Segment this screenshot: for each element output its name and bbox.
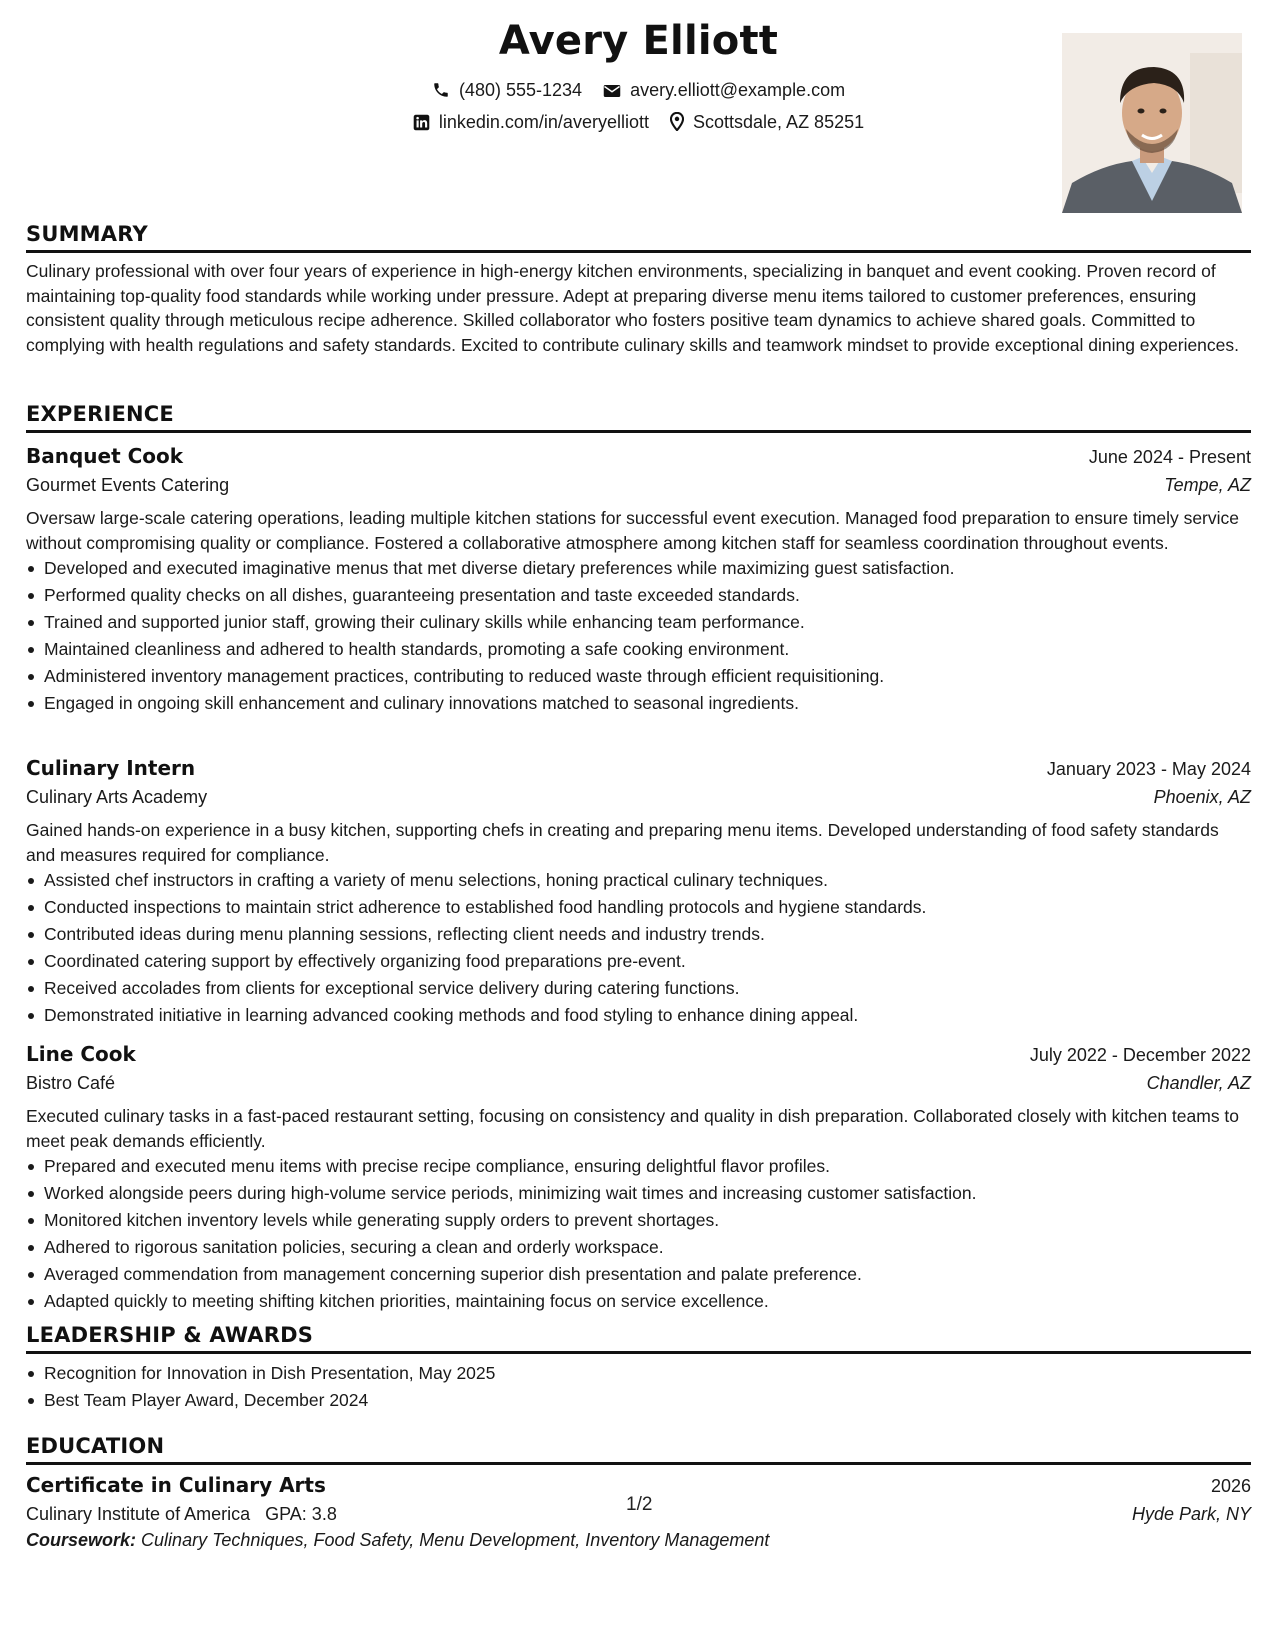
coursework-line (26, 1530, 1251, 1551)
list-item: Best Team Player Award, December 2024 (44, 1387, 1251, 1414)
awards-list (26, 1360, 1251, 1414)
list-item: Trained and supported junior staff, growing their culinary skills while enhancing team performance. (44, 609, 1251, 636)
job-bullets (26, 867, 1251, 1029)
education-section (26, 1434, 1251, 1551)
list-item: Conducted inspections to maintain strict adherence to established food handling protocols and hygiene standards. (44, 894, 1251, 921)
email-text: avery.elliott@example.com (630, 80, 846, 100)
job-location: Tempe, AZ (1164, 475, 1251, 495)
experience-section (26, 402, 1251, 433)
list-item: Worked alongside peers during high-volume service periods, minimizing wait times and increasing customer satisfaction. (44, 1180, 1251, 1207)
phone-text: (480) 555-1234 (458, 80, 583, 100)
job-title: Banquet Cook (26, 444, 184, 468)
phone-icon (432, 80, 459, 100)
job-entry (26, 444, 1251, 717)
job-bullets (26, 555, 1251, 717)
degree-title: Certificate in Culinary Arts (26, 1473, 326, 1497)
section-title-experience: EXPERIENCE (26, 402, 1251, 433)
location-text: Scottsdale, AZ 85251 (693, 112, 865, 132)
list-item: Contributed ideas during menu planning sessions, reflecting client needs and industry trends. (44, 921, 1251, 948)
list-item: Developed and executed imaginative menus that met diverse dietary preferences while maximizing guest satisfaction. (44, 555, 1251, 582)
envelope-icon (603, 80, 630, 100)
candidate-name: Avery Elliott (498, 18, 779, 64)
gpa: GPA: 3.8 (265, 1504, 337, 1524)
contact-location (670, 112, 864, 133)
list-item: Coordinated catering support by effectively organizing food preparations pre-event. (44, 948, 1251, 975)
list-item: Maintained cleanliness and adhered to health standards, promoting a safe cooking environment. (44, 636, 1251, 663)
job-company: Culinary Arts Academy (26, 787, 208, 807)
map-pin-icon (670, 112, 693, 132)
job-dates: January 2023 - May 2024 (1046, 759, 1251, 779)
list-item: Averaged commendation from management concerning superior dish presentation and palate preference. (44, 1261, 1251, 1288)
profile-photo (1062, 33, 1242, 213)
list-item: Prepared and executed menu items with precise recipe compliance, ensuring delightful flavor profiles. (44, 1153, 1251, 1180)
job-dates: June 2024 - Present (1088, 447, 1251, 467)
job-dates: July 2022 - December 2022 (1029, 1045, 1251, 1065)
job-description: Gained hands-on experience in a busy kitchen, supporting chefs in creating and preparing menu items. Developed understanding of food safety standards and measures required for compliance. (26, 820, 1219, 865)
job-bullets (26, 1153, 1251, 1315)
contact-phone[interactable] (432, 80, 582, 101)
list-item: Performed quality checks on all dishes, guaranteeing presentation and taste exceeded standards. (44, 582, 1251, 609)
list-item: Adapted quickly to meeting shifting kitchen priorities, maintaining focus on service excellence. (44, 1288, 1251, 1315)
resume-header (26, 0, 1251, 224)
page-number: 1/2 (626, 1494, 653, 1515)
summary-text: Culinary professional with over four years of experience in high-energy kitchen environments, specializing in banquet and event cooking. Proven record of maintaining top-quality food standards while working under pressure. Adept at preparing diverse menu items tailored to customer preferences, ensuring consistent quality through meticulous recipe adherence. Skilled collaborator who fosters positive team dynamics to achieve shared goals. Committed to complying with health regulations and safety standards. Excited to contribute culinary skills and teamwork mindset to provide exceptional dining experiences. (26, 261, 1240, 355)
coursework-label: Coursework: (26, 1530, 137, 1550)
linkedin-icon (413, 112, 439, 132)
school-name: Culinary Institute of America (26, 1504, 251, 1524)
list-item: Adhered to rigorous sanitation policies, securing a clean and orderly workspace. (44, 1234, 1251, 1261)
coursework-text: Culinary Techniques, Food Safety, Menu Development, Inventory Management (141, 1530, 770, 1550)
list-item: Recognition for Innovation in Dish Presentation, May 2025 (44, 1360, 1251, 1387)
job-entry (26, 756, 1251, 1029)
section-title-education: EDUCATION (26, 1434, 1251, 1465)
list-item: Administered inventory management practices, contributing to reduced waste through efficient requisitioning. (44, 663, 1251, 690)
section-title-awards: LEADERSHIP & AWARDS (26, 1323, 1251, 1354)
job-title: Culinary Intern (26, 756, 196, 780)
summary-section (26, 222, 1251, 357)
linkedin-text: linkedin.com/in/averyelliott (438, 112, 649, 132)
job-location: Chandler, AZ (1146, 1073, 1251, 1093)
job-company: Gourmet Events Catering (26, 475, 230, 495)
list-item: Demonstrated initiative in learning advanced cooking methods and food styling to enhance dining appeal. (44, 1002, 1251, 1029)
job-description: Executed culinary tasks in a fast-paced restaurant setting, focusing on consistency and quality in dish preparation. Collaborated closely with kitchen teams to meet peak demands efficiently. (26, 1106, 1240, 1151)
job-entry (26, 1042, 1251, 1315)
job-location: Phoenix, AZ (1153, 787, 1251, 807)
section-title-summary: SUMMARY (26, 222, 1251, 253)
list-item: Assisted chef instructors in crafting a variety of menu selections, honing practical culinary techniques. (44, 867, 1251, 894)
job-title: Line Cook (26, 1042, 136, 1066)
school-location: Hyde Park, NY (1131, 1504, 1251, 1524)
contact-email[interactable] (603, 80, 845, 101)
job-description: Oversaw large-scale catering operations, leading multiple kitchen stations for successful event execution. Managed food preparation to ensure timely service without compromising quality or compliance. Fostered a collaborative atmosphere among kitchen staff for seamless coordination throughout events. (26, 508, 1240, 553)
resume-page (26, 0, 1251, 1650)
list-item: Monitored kitchen inventory levels while generating supply orders to prevent shortages. (44, 1207, 1251, 1234)
list-item: Engaged in ongoing skill enhancement and culinary innovations matched to seasonal ingredients. (44, 690, 1251, 717)
school-line (26, 1504, 337, 1525)
contact-linkedin[interactable] (413, 112, 649, 133)
list-item: Received accolades from clients for exceptional service delivery during catering functions. (44, 975, 1251, 1002)
education-year: 2026 (1210, 1476, 1251, 1496)
job-company: Bistro Café (26, 1073, 116, 1093)
awards-section (26, 1323, 1251, 1414)
